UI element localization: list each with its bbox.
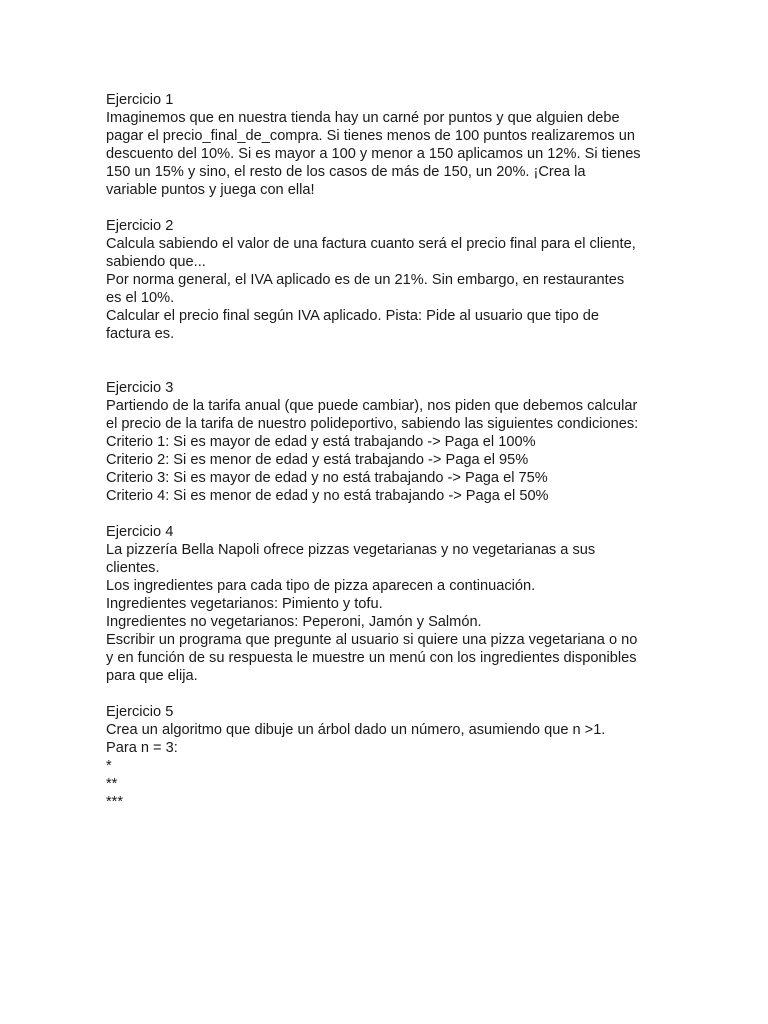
exercise-text-line: pagar el precio_final_de_compra. Si tienes menos de 100 puntos realizaremos un xyxy=(106,128,635,144)
exercise-title: Ejercicio 2 xyxy=(106,218,174,234)
exercise-text-line: Crea un algoritmo que dibuje un árbol dado un número, asumiendo que n >1. xyxy=(106,722,606,738)
exercise-text-line: factura es. xyxy=(106,326,175,342)
exercise-text-line: y en función de su respuesta le muestre un menú con los ingredientes disponibles xyxy=(106,650,637,666)
criterion-line: Criterio 2: Si es menor de edad y está trabajando -> Paga el 95% xyxy=(106,452,529,468)
exercise-5 xyxy=(106,703,666,811)
tree-output-line: ** xyxy=(106,776,118,792)
exercise-3 xyxy=(106,379,666,505)
exercise-title: Ejercicio 3 xyxy=(106,380,174,396)
tree-output-line: *** xyxy=(106,794,124,810)
exercise-text-line: Por norma general, el IVA aplicado es de un 21%. Sin embargo, en restaurantes xyxy=(106,272,625,288)
exercise-text-line: La pizzería Bella Napoli ofrece pizzas vegetarianas y no vegetarianas a sus xyxy=(106,542,596,558)
exercise-text-line: clientes. xyxy=(106,560,160,576)
exercise-text-line: para que elija. xyxy=(106,668,198,684)
criterion-line: Criterio 4: Si es menor de edad y no está trabajando -> Paga el 50% xyxy=(106,488,549,504)
exercise-text-line: Imaginemos que en nuestra tienda hay un carné por puntos y que alguien debe xyxy=(106,110,620,126)
criterion-line: Criterio 3: Si es mayor de edad y no está trabajando -> Paga el 75% xyxy=(106,470,548,486)
exercise-text-line: Calcular el precio final según IVA aplicado. Pista: Pide al usuario que tipo de xyxy=(106,308,599,324)
exercise-text-line: sabiendo que... xyxy=(106,254,206,270)
exercise-text-line: Ingredientes no vegetarianos: Peperoni, Jamón y Salmón. xyxy=(106,614,482,630)
exercise-text-line: Partiendo de la tarifa anual (que puede cambiar), nos piden que debemos calcular xyxy=(106,398,638,414)
exercise-text-line: Ingredientes vegetarianos: Pimiento y tofu. xyxy=(106,596,383,612)
exercise-text-line: 150 un 15% y sino, el resto de los casos de más de 150, un 20%. ¡Crea la xyxy=(106,164,586,180)
exercise-text-line: Calcula sabiendo el valor de una factura cuanto será el precio final para el cliente, xyxy=(106,236,636,252)
document-page xyxy=(106,91,666,829)
criterion-line: Criterio 1: Si es mayor de edad y está trabajando -> Paga el 100% xyxy=(106,434,536,450)
exercise-text-line: es el 10%. xyxy=(106,290,175,306)
tree-output-line: * xyxy=(106,758,112,774)
exercise-2 xyxy=(106,217,666,343)
exercise-text-line: Escribir un programa que pregunte al usuario si quiere una pizza vegetariana o no xyxy=(106,632,638,648)
exercise-text-line: Los ingredientes para cada tipo de pizza aparecen a continuación. xyxy=(106,578,536,594)
exercise-title: Ejercicio 5 xyxy=(106,704,174,720)
exercise-text-line: Para n = 3: xyxy=(106,740,178,756)
exercise-title: Ejercicio 1 xyxy=(106,92,174,108)
exercise-1 xyxy=(106,91,666,199)
exercise-text-line: el precio de la tarifa de nuestro polideportivo, sabiendo las siguientes condiciones: xyxy=(106,416,639,432)
exercise-4 xyxy=(106,523,666,685)
exercise-text-line: descuento del 10%. Si es mayor a 100 y menor a 150 aplicamos un 12%. Si tienes xyxy=(106,146,641,162)
exercise-text-line: variable puntos y juega con ella! xyxy=(106,182,315,198)
exercise-title: Ejercicio 4 xyxy=(106,524,174,540)
